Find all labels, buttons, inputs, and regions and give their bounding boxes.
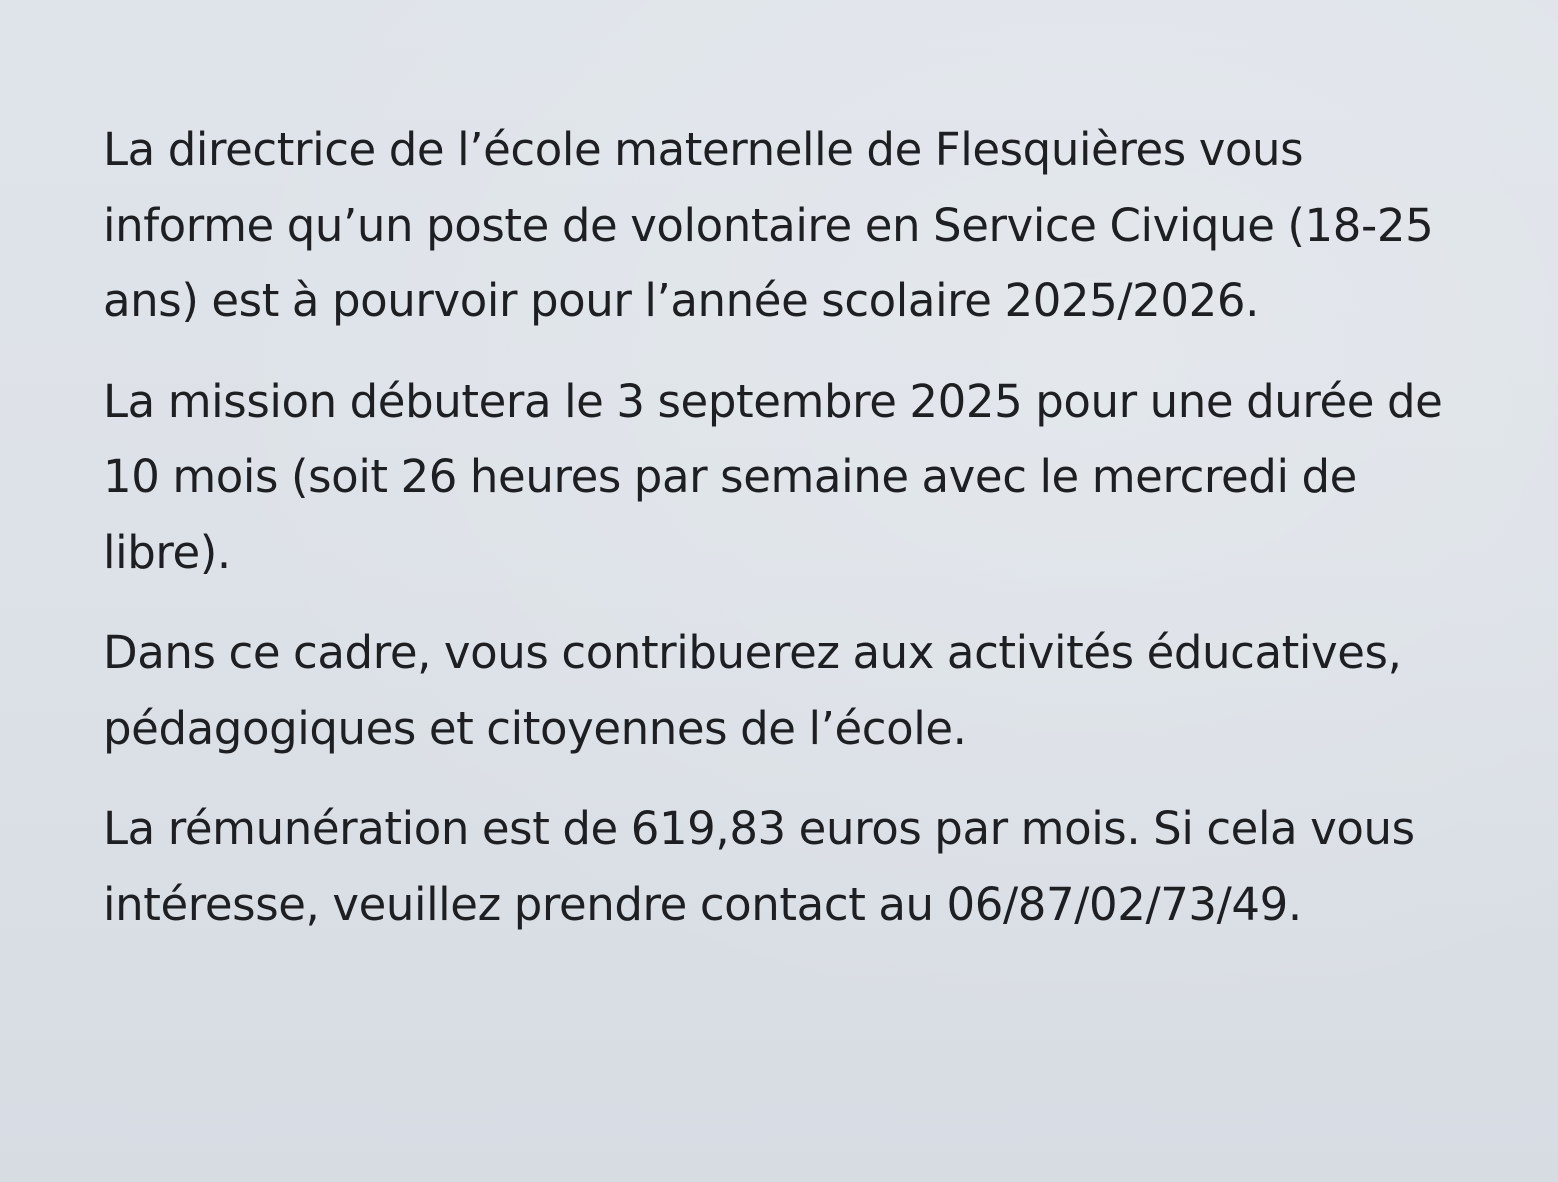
text-line: pédagogiques et citoyennes de l’école. [103,701,967,755]
notice-text [103,112,1523,967]
paragraph-announcement [103,112,1523,339]
paragraph-activities [103,615,1523,766]
text-line: La rémunération est de 619,83 euros par mois. Si cela vous [103,802,1415,855]
text-line: ans) est à pourvoir pour l’année scolaire 2025/2026. [103,274,1259,327]
paragraph-pay-contact [103,791,1523,942]
text-line: intéresse, veuillez prendre contact au 06/87/02/73/49. [103,877,1302,931]
text-line: La directrice de l’école maternelle de Flesquières vous [103,123,1304,176]
text-line: 10 mois (soit 26 heures par semaine avec le mercredi de [103,450,1357,503]
text-line: informe qu’un poste de volontaire en Service Civique (18-25 [103,198,1434,252]
paragraph-mission-dates [103,364,1523,591]
text-line: Dans ce cadre, vous contribuerez aux activités éducatives, [103,626,1402,679]
text-line: libre). [103,525,231,579]
text-line: La mission débutera le 3 septembre 2025 pour une durée de [103,374,1443,428]
